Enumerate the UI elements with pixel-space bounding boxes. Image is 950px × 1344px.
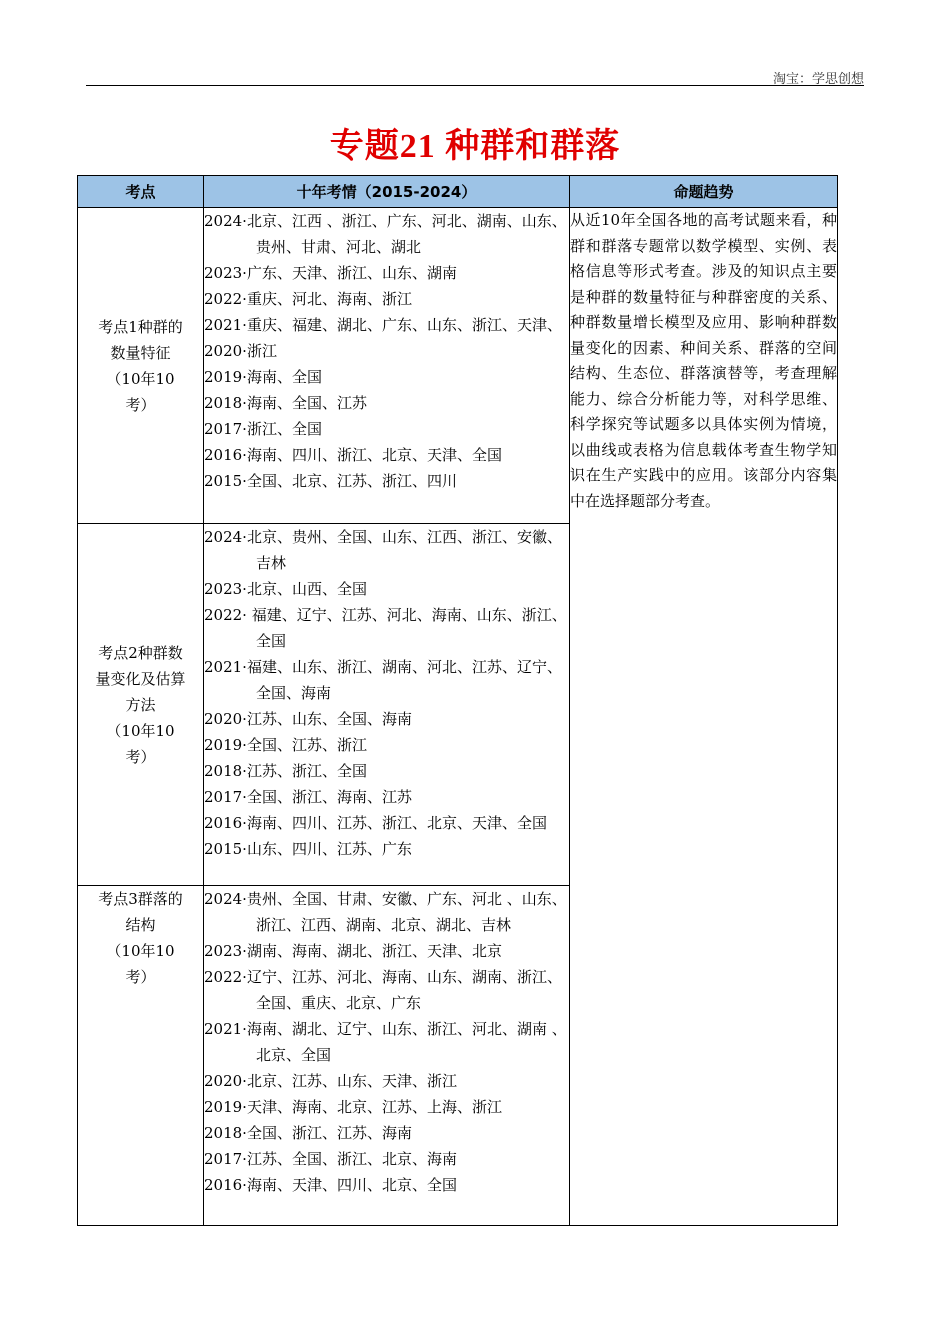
- history-line: 2020·浙江: [204, 342, 277, 360]
- exam-point-line: 考）: [125, 747, 156, 766]
- history-line: 2024·贵州、全国、甘肃、安徽、广东、河北 、山东、浙江、江西、湖南、北京、湖北、吉林: [204, 890, 567, 934]
- header-trend: 命题趋势: [570, 176, 838, 208]
- history-line: 2020·北京、江苏、山东、天津、浙江: [204, 1072, 457, 1090]
- history-line: 2017·全国、浙江、海南、江苏: [204, 788, 412, 806]
- header-ten-year-history: 十年考情（2015-2024）: [204, 176, 570, 208]
- history-line: 2023·北京、山西、全国: [204, 580, 367, 598]
- table-row: [78, 208, 838, 524]
- exam-analysis-table: [77, 175, 838, 1226]
- history-line: 2018·江苏、浙江、全国: [204, 762, 367, 780]
- history-line: 2019·海南、全国: [204, 368, 322, 386]
- history-line: 2024·北京、贵州、全国、山东、江西、浙江、安徽、吉林: [204, 528, 562, 572]
- exam-point-cell: [78, 208, 204, 524]
- history-line: 2018·全国、浙江、江苏、海南: [204, 1124, 412, 1142]
- exam-point-cell: [78, 886, 204, 1226]
- history-line: 2021·重庆、福建、湖北、广东、山东、浙江、天津、: [204, 316, 562, 334]
- table-header-row: [78, 176, 838, 208]
- exam-point-line: 考点2种群数: [98, 643, 183, 662]
- history-line: 2022·辽宁、江苏、河北、海南、山东、湖南、浙江、全国、重庆、北京、广东: [204, 968, 562, 1012]
- history-line: 2019·天津、海南、北京、江苏、上海、浙江: [204, 1098, 502, 1116]
- history-line: 2016·海南、天津、四川、北京、全国: [204, 1176, 457, 1194]
- history-line: 2022· 福建、辽宁、江苏、河北、海南、山东、浙江、全国: [204, 606, 567, 650]
- history-cell: [204, 524, 570, 886]
- history-line: 2021·海南、湖北、辽宁、山东、浙江、河北、湖南 、北京、全国: [204, 1020, 567, 1064]
- history-line: 2024·北京、江西 、浙江、广东、河北、湖南、山东、贵州、甘肃、河北、湖北: [204, 212, 567, 256]
- exam-point-line: （10年10: [106, 369, 175, 388]
- history-cell: [204, 208, 570, 524]
- history-line: 2015·山东、四川、江苏、广东: [204, 840, 412, 858]
- history-line: 2015·全国、北京、江苏、浙江、四川: [204, 472, 457, 490]
- history-line: 2016·海南、四川、江苏、浙江、北京、天津、全国: [204, 814, 547, 832]
- exam-point-line: 考）: [125, 395, 156, 414]
- exam-point-line: （10年10: [106, 721, 175, 740]
- exam-point-line: 考点3群落的: [98, 890, 183, 908]
- header-exam-point: 考点: [78, 176, 204, 208]
- exam-point-line: （10年10: [106, 942, 175, 960]
- header-divider: [86, 85, 864, 86]
- exam-point-line: 考）: [125, 968, 156, 986]
- exam-point-line: 方法: [125, 695, 156, 714]
- history-line: 2016·海南、四川、浙江、北京、天津、全国: [204, 446, 502, 464]
- history-line: 2017·江苏、全国、浙江、北京、海南: [204, 1150, 457, 1168]
- exam-point-line: 量变化及估算: [95, 669, 186, 688]
- history-line: 2020·江苏、山东、全国、海南: [204, 710, 412, 728]
- exam-point-line: 数量特征: [110, 343, 171, 362]
- exam-point-line: 结构: [125, 916, 156, 934]
- trend-cell: 从近10年全国各地的高考试题来看，种群和群落专题常以数学模型、实例、表格信息等形式考查。涉及的知识点主要是种群的数量特征与种群密度的关系、种群数量增长模型及应用、影响种群数量变化的因素、种间关系、群落的空间结构、生态位、群落演替等，考查理解能力、综合分析能力等，对科学思维、科学探究等试题多以具体实例为情境，以曲线或表格为信息载体考查生物学知识在生产实践中的应用。该部分内容集中在选择题部分考查。: [570, 208, 838, 1226]
- history-line: 2017·浙江、全国: [204, 420, 322, 438]
- history-line: 2023·湖南、海南、湖北、浙江、天津、北京: [204, 942, 502, 960]
- exam-point-cell: [78, 524, 204, 886]
- history-line: 2023·广东、天津、浙江、山东、湖南: [204, 264, 457, 282]
- history-line: 2019·全国、江苏、浙江: [204, 736, 367, 754]
- history-line: 2018·海南、全国、江苏: [204, 394, 367, 412]
- history-line: 2021·福建、山东、浙江、湖南、河北、江苏、辽宁、全国、海南: [204, 658, 562, 702]
- history-cell: [204, 886, 570, 1226]
- page-title: 专题21 种群和群落: [329, 128, 621, 165]
- header-source-label: 淘宝：学思创想: [772, 72, 864, 87]
- exam-point-line: 考点1种群的: [98, 317, 183, 336]
- history-line: 2022·重庆、河北、海南、浙江: [204, 290, 412, 308]
